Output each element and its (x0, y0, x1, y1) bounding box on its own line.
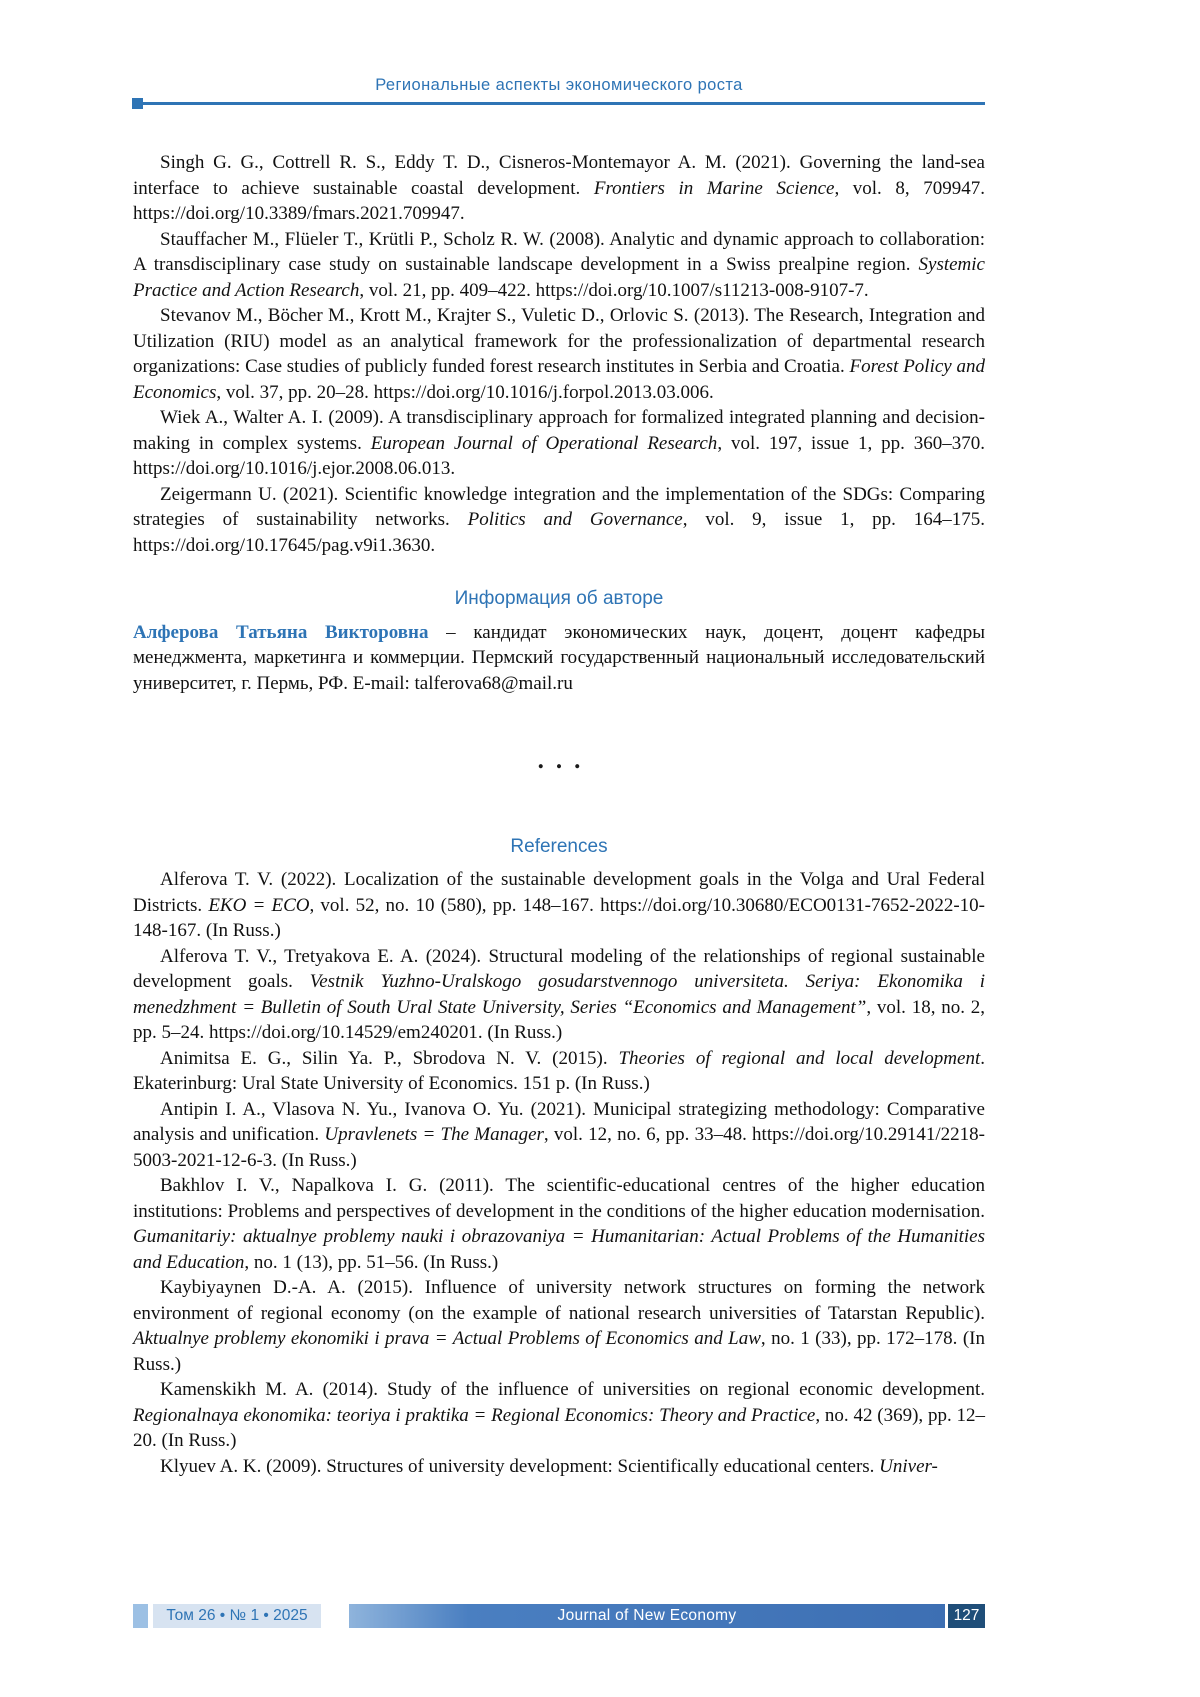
page-number-badge: 127 (948, 1604, 985, 1628)
header-square-marker (132, 98, 143, 109)
references-heading: References (510, 835, 608, 857)
author-description: – кандидат экономических наук, доцент, доцент кафедры менеджмента, маркетинга и коммерции. Пермский государственный национальный исследовательский университет, г. Пермь, РФ. E-mail: talferova68@mail.ru (133, 621, 985, 694)
section-separator-dots: ... (537, 747, 593, 774)
reference-item: Bakhlov I. V., Napalkova I. G. (2011). The scientific-educational centres of the higher education institutions: Problems and perspectives of development in the conditions of the higher education modernisation. Gumanitariy: aktualnye problemy nauki i obrazovaniya = Humanitarian: Actual Problems of the Humanities and Education, no. 1 (13), pp. 51–56. (In Russ.) (133, 1175, 985, 1273)
reference-item: Antipin I. A., Vlasova N. Yu., Ivanova O. Yu. (2021). Municipal strategizing methodology: Comparative analysis and unification. Upravlenets = The Manager, vol. 12, no. 6, pp. 33–48. https://doi.org/10.29141/2218-5003-2021-12-6-3. (In Russ.) (133, 1098, 985, 1171)
reference-item: Stauffacher M., Flüeler T., Krütli P., Scholz R. W. (2008). Analytic and dynamic approach to collaboration: A transdisciplinary case study on sustainable landscape development in a Swiss prealpine region. Systemic Practice and Action Research, vol. 21, pp. 409–422. https://doi.org/10.1007/s11213-008-9107-7. (133, 228, 985, 301)
running-head (133, 76, 985, 105)
running-head-title: Региональные аспекты экономического роста (375, 76, 743, 94)
volume-issue-badge: Том 26 • № 1 • 2025 (153, 1604, 321, 1628)
reference-item: Stevanov M., Böcher M., Krott M., Krajter S., Vuletic D., Orlovic S. (2013). The Research, Integration and Utilization (RIU) model as an analytical framework for the professionalization of departmental research organizations: Case studies of publicly funded forest research institutes in Serbia and Croatia. Forest Policy and Economics, vol. 37, pp. 20–28. https://doi.org/10.1016/j.forpol.2013.03.006. (133, 305, 985, 403)
reference-item: Klyuev A. K. (2009). Structures of university development: Scientifically educational centers. Univer- (160, 1455, 938, 1477)
header-rule (133, 102, 985, 105)
reference-item: Animitsa E. G., Silin Ya. P., Sbrodova N. V. (2015). Theories of regional and local development. Ekaterinburg: Ural State University of Economics. 151 p. (In Russ.) (133, 1047, 985, 1094)
reference-item: Wiek A., Walter A. I. (2009). A transdisciplinary approach for formalized integrated planning and decision-making in complex systems. European Journal of Operational Research, vol. 197, issue 1, pp. 360–370. https://doi.org/10.1016/j.ejor.2008.06.013. (133, 407, 985, 479)
author-info-heading: Информация об авторе (454, 588, 664, 609)
reference-item: Kaybiyaynen D.-A. A. (2015). Influence of university network structures on forming the network environment of regional economy (on the example of national research universities of Tatarstan Republic). Aktualnye problemy ekonomiki i prava = Actual Problems of Economics and Law, no. 1 (33), pp. 172–178. (In Russ.) (133, 1277, 985, 1375)
bibliography-continued (133, 150, 985, 558)
page-footer (133, 1604, 985, 1628)
page-content (133, 150, 985, 1479)
references-list (133, 867, 985, 1479)
journal-name-bar: Journal of New Economy (349, 1604, 945, 1628)
author-info-paragraph (133, 620, 985, 697)
footer-left-marker (133, 1604, 148, 1628)
reference-item: Zeigermann U. (2021). Scientific knowledge integration and the implementation of the SDGs: Comparing strategies of sustainability networks. Politics and Governance, vol. 9, issue 1, pp. 164–175. https://doi.org/10.17645/pag.v9i1.3630. (133, 483, 986, 556)
reference-item: Kamenskikh M. A. (2014). Study of the influence of universities on regional economic development. Regionalnaya ekonomika: teoriya i praktika = Regional Economics: Theory and Practice, no. 42 (369), pp. 12–20. (In Russ.) (133, 1379, 986, 1451)
reference-item: Alferova T. V. (2022). Localization of the sustainable development goals in the Volga and Ural Federal Districts. EKO = ECO, vol. 52, no. 10 (580), pp. 148–167. https://doi.org/10.30680/ECO0131-7652-2022-10-148-167. (In Russ.) (133, 869, 985, 941)
reference-item: Singh G. G., Cottrell R. S., Eddy T. D., Cisneros-Montemayor A. M. (2021). Governing the land-sea interface to achieve sustainable coastal development. Frontiers in Marine Science, vol. 8, 709947. https://doi.org/10.3389/fmars.2021.709947. (133, 152, 985, 224)
reference-item: Alferova T. V., Tretyakova E. A. (2024). Structural modeling of the relationships of regional sustainable development goals. Vestnik Yuzhno-Uralskogo gosudarstvennogo universiteta. Seriya: Ekonomika i menedzhment = Bulletin of South Ural State University, Series “Economics and Management”, vol. 18, no. 2, pp. 5–24. https://doi.org/10.14529/em240201. (In Russ.) (133, 945, 985, 1043)
author-name: Алферова Татьяна Викторовна (133, 621, 429, 643)
